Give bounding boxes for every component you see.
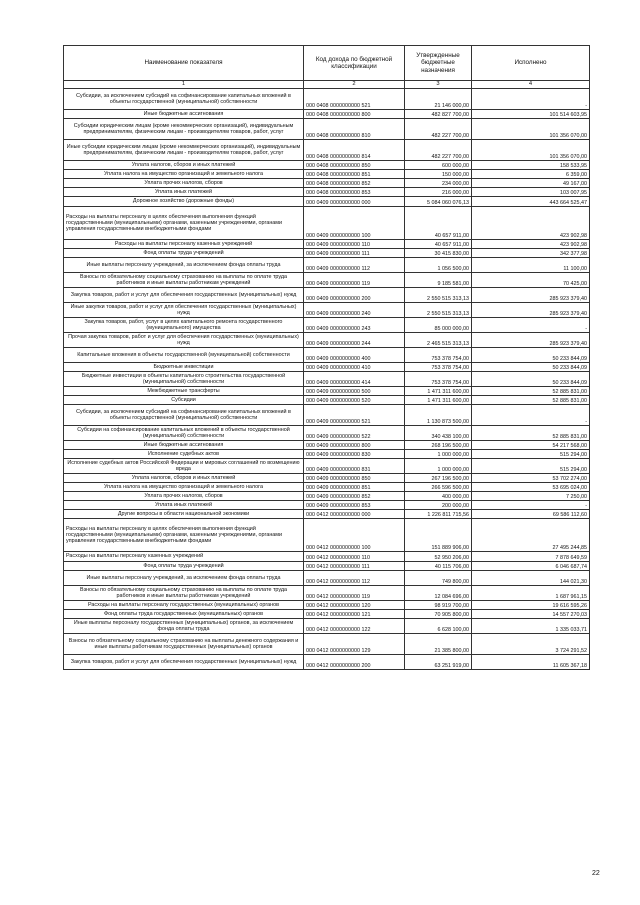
row-budget-code: 000 0412 0000000000 112 [304,571,405,586]
row-approved-amount: 150 000,00 [405,170,472,179]
row-budget-code: 000 0412 0000000000 119 [304,586,405,601]
table-row [64,610,590,619]
row-indicator-text: Иные закупки товаров, работ и услуг для обеспечения государственных (муниципальных) нужд [70,303,297,316]
row-executed-amount: 423 902,98 [472,207,590,240]
row-approved-amount: 52 950 206,00 [405,552,472,562]
row-executed-amount: 52 885 831,00 [472,396,590,405]
table-row [64,240,590,249]
table-row [64,372,590,387]
row-indicator-name [64,207,304,240]
row-budget-code: 000 0409 0000000000 244 [304,333,405,348]
row-executed-amount: 342 377,98 [472,249,590,258]
table-row [64,188,590,197]
row-approved-amount: 340 438 100,00 [405,426,472,441]
row-budget-code: 000 0409 0000000000 240 [304,303,405,318]
row-indicator-name [64,170,304,179]
row-budget-code: 000 0409 0000000000 831 [304,459,405,474]
row-indicator-text: Расходы на выплаты персоналу в целях обеспечения выполнения функций государственными (муниципальными) органами, казенными учреждениями, органами управления государственными внебюджетными фондами [66,525,283,545]
row-indicator-text: Иные выплаты персоналу государственных (муниципальных) органов, за исключением фонда оплаты труда [73,619,294,632]
row-indicator-text: Закупка товаров, работ и услуг для обеспечения государственных (муниципальных) нужд [70,658,297,665]
row-budget-code: 000 0409 0000000000 521 [304,405,405,426]
row-executed-amount: 443 664 525,47 [472,197,590,207]
row-indicator-text: Фонд оплаты труда государственных (муниципальных) органов [104,610,263,617]
row-indicator-name [64,510,304,519]
row-indicator-name [64,405,304,426]
table-row [64,363,590,372]
row-indicator-text: Уплата налога на имущество организаций и земельного налога [104,483,263,490]
row-budget-code: 000 0409 0000000000 851 [304,483,405,492]
row-executed-amount: 158 533,95 [472,161,590,170]
table-row [64,333,590,348]
row-executed-amount: 11 100,00 [472,258,590,273]
row-indicator-text: Расходы на выплаты персоналу в целях обеспечения выполнения функций государственными (муниципальными) органами, казенными учреждениями, органами управления государственными внебюджетными фондами [66,213,283,233]
row-approved-amount: 1 000 000,00 [405,450,472,459]
row-indicator-name [64,119,304,140]
row-indicator-name [64,501,304,510]
row-approved-amount: 200 000,00 [405,501,472,510]
table-row [64,552,590,562]
row-indicator-text: Иные выплаты персоналу учреждений, за исключением фонда оплаты труда [86,261,281,268]
row-indicator-name [64,110,304,119]
row-indicator-text: Уплата налогов, сборов и иных платежей [131,474,236,481]
table-row [64,510,590,519]
row-budget-code: 000 0412 0000000000 120 [304,601,405,610]
row-budget-code: 000 0409 0000000000 100 [304,207,405,240]
row-budget-code: 000 0409 0000000000 200 [304,288,405,303]
row-indicator-name [64,273,304,288]
table-row [64,562,590,571]
row-approved-amount: 268 196 500,00 [405,441,472,450]
header-approved-appropriations: Утвержденные бюджетные назначения [405,46,472,81]
row-executed-amount: 69 586 112,60 [472,510,590,519]
row-approved-amount: 2 550 515 313,13 [405,288,472,303]
row-approved-amount: 30 415 830,00 [405,249,472,258]
row-approved-amount: 151 889 906,00 [405,519,472,552]
row-executed-amount: 423 902,98 [472,240,590,249]
row-indicator-name [64,519,304,552]
row-indicator-text: Исполнение судебных актов Российской Федерации и мировых соглашений по возмещению вреда [67,459,300,472]
row-budget-code: 000 0412 0000000000 111 [304,562,405,571]
row-approved-amount: 1 000 000,00 [405,459,472,474]
row-budget-code: 000 0409 0000000000 852 [304,492,405,501]
row-approved-amount: 400 000,00 [405,492,472,501]
row-indicator-text: Взносы по обязательному социальному страхованию на выплаты по оплате труда работников и иные выплаты работникам учреждений [79,273,288,286]
row-approved-amount: 40 657 911,00 [405,207,472,240]
row-indicator-name [64,258,304,273]
row-indicator-name [64,562,304,571]
table-row [64,459,590,474]
budget-execution-table [63,45,590,670]
row-indicator-name [64,610,304,619]
row-indicator-text: Уплата иных платежей [155,501,212,508]
row-executed-amount: 101 356 070,00 [472,119,590,140]
row-executed-amount: 14 557 270,03 [472,610,590,619]
row-indicator-text: Бюджетные инвестиции [153,363,214,370]
row-indicator-name [64,288,304,303]
row-indicator-name [64,634,304,655]
row-executed-amount: 7 250,00 [472,492,590,501]
row-approved-amount: 753 378 754,00 [405,372,472,387]
row-indicator-text: Межбюджетные трансферты [147,387,220,394]
table-row [64,140,590,161]
row-executed-amount: 515 294,00 [472,450,590,459]
page-number: 22 [592,870,600,877]
row-approved-amount: 85 000 000,00 [405,318,472,333]
table-row [64,89,590,110]
row-indicator-text: Субсидии [171,396,196,403]
row-approved-amount: 6 628 100,00 [405,619,472,634]
row-executed-amount: - [472,318,590,333]
row-indicator-text: Уплата налогов, сборов и иных платежей [131,161,236,168]
table-body [64,89,590,670]
row-approved-amount: 482 827 700,00 [405,110,472,119]
row-indicator-name [64,372,304,387]
table-row [64,492,590,501]
table-row [64,318,590,333]
row-budget-code: 000 0408 0000000000 852 [304,179,405,188]
row-indicator-text: Фонд оплаты труда учреждений [143,562,224,569]
row-executed-amount: 285 923 379,40 [472,303,590,318]
row-budget-code: 000 0412 0000000000 100 [304,519,405,552]
table-row [64,387,590,396]
column-number: 4 [472,81,590,89]
row-approved-amount: 40 657 911,00 [405,240,472,249]
row-executed-amount: 103 007,95 [472,188,590,197]
table-row [64,474,590,483]
row-indicator-name [64,552,304,562]
row-indicator-name [64,571,304,586]
row-indicator-name [64,492,304,501]
row-executed-amount: 49 167,00 [472,179,590,188]
row-budget-code: 000 0409 0000000000 850 [304,474,405,483]
row-indicator-name [64,483,304,492]
row-budget-code: 000 0409 0000000000 500 [304,387,405,396]
row-executed-amount: 3 724 291,52 [472,634,590,655]
row-executed-amount: 101 356 070,00 [472,140,590,161]
table-header-row [64,46,590,81]
table-row [64,501,590,510]
row-budget-code: 000 0412 0000000000 000 [304,510,405,519]
row-indicator-name [64,140,304,161]
row-indicator-name [64,303,304,318]
row-indicator-text: Бюджетные инвестиции в объекты капитального строительства государственной (муниципальной) собственности [81,372,286,385]
table-row [64,258,590,273]
row-budget-code: 000 0409 0000000000 119 [304,273,405,288]
row-executed-amount: 101 514 603,95 [472,110,590,119]
row-approved-amount: 70 905 800,00 [405,610,472,619]
row-indicator-text: Субсидии на софинансирование капитальных вложений в объекты государственной (муниципальной) собственности [77,426,290,439]
row-executed-amount: 50 233 844,09 [472,348,590,363]
row-indicator-text: Расходы на выплаты персоналу казенных учреждений [66,553,204,560]
row-approved-amount: 21 385 800,00 [405,634,472,655]
row-indicator-text: Субсидии юридическим лицам (кроме некоммерческих организаций), индивидуальным предпринимателям, физическим лицам - производителям товаров, работ, услуг [73,122,294,135]
row-approved-amount: 1 226 811 715,56 [405,510,472,519]
table-row [64,426,590,441]
row-indicator-name [64,459,304,474]
row-indicator-text: Закупка товаров, работ, услуг в целях капитального ремонта государственного (муниципального) имущества [84,318,283,331]
row-indicator-text: Фонд оплаты труда учреждений [143,249,224,256]
row-budget-code: 000 0408 0000000000 850 [304,161,405,170]
row-approved-amount: 267 196 500,00 [405,474,472,483]
table-row [64,303,590,318]
row-approved-amount: 1 471 311 600,00 [405,396,472,405]
table-row [64,601,590,610]
column-number: 2 [304,81,405,89]
table-row [64,519,590,552]
row-indicator-name [64,474,304,483]
row-budget-code: 000 0408 0000000000 851 [304,170,405,179]
row-budget-code: 000 0408 0000000000 814 [304,140,405,161]
row-indicator-name [64,333,304,348]
row-budget-code: 000 0408 0000000000 853 [304,188,405,197]
header-executed: Исполнено [472,46,590,81]
row-indicator-name [64,188,304,197]
row-approved-amount: 753 378 754,00 [405,348,472,363]
row-indicator-text: Дорожное хозяйство (дорожные фонды) [132,198,235,205]
row-indicator-name [64,655,304,670]
row-budget-code: 000 0409 0000000000 414 [304,372,405,387]
row-indicator-name [64,387,304,396]
table-row [64,161,590,170]
row-approved-amount: 266 596 500,00 [405,483,472,492]
row-budget-code: 000 0409 0000000000 830 [304,450,405,459]
table-row [64,207,590,240]
row-approved-amount: 98 919 700,00 [405,601,472,610]
row-approved-amount: 5 084 060 076,13 [405,197,472,207]
row-indicator-text: Закупка товаров, работ и услуг для обеспечения государственных (муниципальных) нужд [70,291,297,298]
row-approved-amount: 63 251 919,00 [405,655,472,670]
row-approved-amount: 482 227 700,00 [405,140,472,161]
row-approved-amount: 12 084 696,00 [405,586,472,601]
row-indicator-name [64,619,304,634]
table-row [64,273,590,288]
table-row [64,450,590,459]
row-indicator-name [64,240,304,249]
row-executed-amount: - [472,501,590,510]
row-executed-amount: 52 885 831,00 [472,426,590,441]
row-indicator-text: Расходы на выплаты персоналу государственных (муниципальных) органов [87,601,280,608]
row-indicator-name [64,586,304,601]
row-budget-code: 000 0412 0000000000 110 [304,552,405,562]
table-row [64,586,590,601]
table-row [64,119,590,140]
table-row [64,170,590,179]
row-indicator-text: Другие вопросы в области национальной экономики [117,510,250,517]
row-budget-code: 000 0408 0000000000 800 [304,110,405,119]
row-executed-amount: 144 021,30 [472,571,590,586]
row-budget-code: 000 0409 0000000000 400 [304,348,405,363]
row-budget-code: 000 0409 0000000000 000 [304,197,405,207]
row-approved-amount: 1 130 873 500,00 [405,405,472,426]
column-number: 3 [405,81,472,89]
row-indicator-text: Взносы по обязательному социальному страхованию на выплаты денежного содержания и иные выплаты работникам государственных (муниципальных) органов [68,637,299,650]
row-indicator-text: Иные бюджетные ассигнования [143,110,224,117]
row-budget-code: 000 0408 0000000000 810 [304,119,405,140]
row-executed-amount: - [472,405,590,426]
row-indicator-name [64,363,304,372]
row-budget-code: 000 0409 0000000000 112 [304,258,405,273]
row-budget-code: 000 0409 0000000000 410 [304,363,405,372]
row-indicator-name [64,249,304,258]
row-indicator-name [64,318,304,333]
row-indicator-name [64,426,304,441]
column-number: 1 [64,81,304,89]
row-executed-amount: 50 233 844,09 [472,363,590,372]
row-approved-amount: 21 146 000,00 [405,89,472,110]
row-approved-amount: 482 227 700,00 [405,119,472,140]
row-executed-amount: 6 046 687,74 [472,562,590,571]
row-indicator-name [64,441,304,450]
row-indicator-text: Иные бюджетные ассигнования [143,441,224,448]
table-row [64,441,590,450]
row-budget-code: 000 0409 0000000000 522 [304,426,405,441]
row-indicator-name [64,348,304,363]
row-approved-amount: 600 000,00 [405,161,472,170]
row-approved-amount: 753 378 754,00 [405,363,472,372]
column-number-row [64,81,590,89]
row-executed-amount: 53 702 274,00 [472,474,590,483]
row-executed-amount: 6 359,00 [472,170,590,179]
row-indicator-text: Иные выплаты персоналу учреждений, за исключением фонда оплаты труда [86,574,281,581]
row-indicator-text: Субсидии, за исключением субсидий на софинансирование капитальных вложений в объекты государственной (муниципальной) собственности [76,408,291,421]
row-executed-amount: 27 495 244,85 [472,519,590,552]
row-executed-amount: 7 878 649,59 [472,552,590,562]
row-executed-amount: 52 885 831,00 [472,387,590,396]
header-budget-code: Код дохода по бюджетной классификации [304,46,405,81]
row-executed-amount: 285 923 379,40 [472,288,590,303]
row-approved-amount: 1 471 311 600,00 [405,387,472,396]
row-budget-code: 000 0409 0000000000 800 [304,441,405,450]
row-budget-code: 000 0409 0000000000 243 [304,318,405,333]
row-indicator-text: Капитальные вложения в объекты государственной (муниципальной) собственности [77,351,290,358]
row-executed-amount: 54 217 568,00 [472,441,590,450]
row-indicator-text: Прочая закупка товаров, работ и услуг для обеспечения государственных (муниципальных) нужд [68,333,299,346]
row-approved-amount: 216 000,00 [405,188,472,197]
row-budget-code: 000 0409 0000000000 111 [304,249,405,258]
row-budget-code: 000 0412 0000000000 129 [304,634,405,655]
row-budget-code: 000 0412 0000000000 122 [304,619,405,634]
row-executed-amount: 70 425,00 [472,273,590,288]
table-row [64,655,590,670]
row-executed-amount: 50 233 844,09 [472,372,590,387]
row-approved-amount: 2 550 515 313,13 [405,303,472,318]
table-row [64,396,590,405]
row-approved-amount: 9 185 581,00 [405,273,472,288]
row-indicator-name [64,396,304,405]
row-indicator-text: Уплата прочих налогов, сборов [144,492,223,499]
table-row [64,619,590,634]
row-executed-amount: 53 695 024,00 [472,483,590,492]
row-indicator-name [64,197,304,207]
table-row [64,110,590,119]
row-indicator-name [64,450,304,459]
header-indicator-name: Наименование показателя [64,46,304,81]
row-indicator-text: Расходы на выплаты персоналу казенных учреждений [114,240,253,247]
row-indicator-name [64,161,304,170]
row-indicator-name [64,601,304,610]
row-indicator-text: Иные субсидии юридическим лицам (кроме некоммерческих организаций), индивидуальным предпринимателям, физическим лицам - производителям товаров, работ, услуг [66,143,301,156]
row-approved-amount: 234 000,00 [405,179,472,188]
row-budget-code: 000 0409 0000000000 110 [304,240,405,249]
row-executed-amount: 19 616 595,26 [472,601,590,610]
table-row [64,197,590,207]
row-indicator-name [64,179,304,188]
row-executed-amount: 1 335 033,71 [472,619,590,634]
row-executed-amount: 1 687 961,15 [472,586,590,601]
row-budget-code: 000 0412 0000000000 121 [304,610,405,619]
row-budget-code: 000 0409 0000000000 853 [304,501,405,510]
row-indicator-text: Уплата налога на имущество организаций и земельного налога [104,170,263,177]
row-executed-amount: 515 294,00 [472,459,590,474]
row-executed-amount: 11 605 367,18 [472,655,590,670]
table-row [64,179,590,188]
row-indicator-text: Исполнение судебных актов [147,450,220,457]
row-executed-amount: - [472,89,590,110]
row-indicator-text: Взносы по обязательному социальному страхованию на выплаты по оплате труда работников и иные выплаты работникам учреждений [79,586,288,599]
table-row [64,249,590,258]
row-indicator-text: Уплата прочих налогов, сборов [144,179,223,186]
row-executed-amount: 285 923 379,40 [472,333,590,348]
row-budget-code: 000 0408 0000000000 521 [304,89,405,110]
row-indicator-text: Уплата иных платежей [155,188,212,195]
row-approved-amount: 40 115 706,00 [405,562,472,571]
row-approved-amount: 2 465 515 313,13 [405,333,472,348]
table-row [64,348,590,363]
row-approved-amount: 1 056 500,00 [405,258,472,273]
table-row [64,483,590,492]
row-budget-code: 000 0412 0000000000 200 [304,655,405,670]
row-approved-amount: 749 800,00 [405,571,472,586]
row-budget-code: 000 0409 0000000000 520 [304,396,405,405]
table-row [64,405,590,426]
table-row [64,288,590,303]
row-indicator-name [64,89,304,110]
table-row [64,571,590,586]
table-row [64,634,590,655]
row-indicator-text: Субсидии, за исключением субсидий на софинансирование капитальных вложений в объекты государственной (муниципальной) собственности [76,92,291,105]
